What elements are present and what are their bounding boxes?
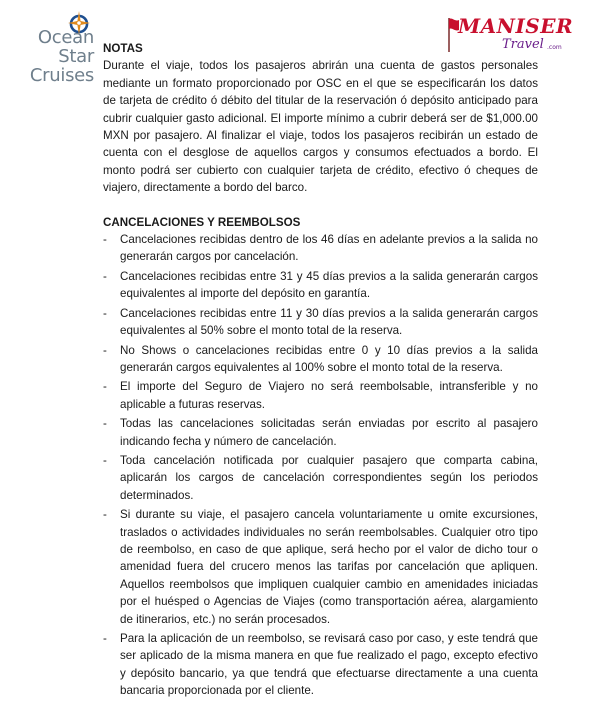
cancelaciones-list	[103, 231, 538, 700]
bullet-dash: -	[103, 380, 107, 394]
document-body	[103, 40, 538, 702]
domain-suffix: .com	[547, 44, 562, 51]
list-item	[103, 231, 538, 266]
list-item	[103, 506, 538, 628]
list-item	[103, 415, 538, 450]
notas-heading: NOTAS	[103, 42, 143, 55]
list-item-text: Para la aplicación de un reembolso, se revisará caso por caso, y este tendrá que ser aplicado de la misma manera en que fue realizado el pago, excepto efectivo y depósito bancario, ya que tendrá que efectuarse directamente a una cuenta bancaria proporcionada por el cliente.	[120, 632, 538, 698]
list-item-text: El importe del Seguro de Viajero no será reembolsable, intransferible y no aplicable a futuras reservas.	[120, 380, 538, 411]
list-item-text: Cancelaciones recibidas dentro de los 46 días en adelante previos a la salida no generarán cargos por cancelación.	[120, 233, 538, 264]
logo-line: Star	[58, 46, 94, 67]
maniser-wordmark: MANISER	[458, 14, 574, 38]
list-item	[103, 305, 538, 340]
bullet-dash: -	[103, 417, 107, 431]
list-item	[103, 630, 538, 700]
list-item-text: Cancelaciones recibidas entre 11 y 30 días previos a la salida generarán cargos equivalentes al 50% sobre el monto total de la reserva.	[120, 306, 538, 338]
ocean-star-cruises-logo	[6, 10, 96, 90]
list-item	[103, 268, 538, 303]
bullet-dash: -	[103, 632, 107, 645]
bullet-dash: -	[103, 343, 107, 357]
travel-wordmark: Travel	[502, 37, 544, 52]
list-item	[103, 452, 538, 504]
list-item-text: No Shows o cancelaciones recibidas entre 0 y 10 días previos a la salida generarán cargos equivalentes al 100% sobre el monto total de la reserva.	[120, 343, 538, 374]
notas-paragraph: Durante el viaje, todos los pasajeros abrirán una cuenta de gastos personales mediante un formato proporcionado por OSC en el que se especificarán los datos de tarjeta de crédito ó débito del titular de la reservación ó depósito anticipado para cubrir cualquier gasto adicional. El importe mínimo a cubrir deberá ser de $1,000.00 MXN por pasajero. Al finalizar el viaje, todos los pasajeros recibirán un estado de cuenta con el desglose de aquellos cargos y consumos efectuados a bordo. El monto podrá ser cubierto con cualquier tarjeta de crédito, efectivo ó cheques de viajero, directamente a bordo del barco.	[103, 59, 538, 195]
cancelaciones-heading: CANCELACIONES Y REEMBOLSOS	[103, 215, 301, 229]
bullet-dash: -	[103, 269, 107, 283]
list-item-text: Si durante su viaje, el pasajero cancela voluntariamente u omite excursiones, traslados o actividades individuales no serán reembolsables. Cualquier otro tipo de reembolso, en caso de que aplique, será hecho por el valor de dicho tour o amenidad fuera del crucero menos las tarifas por cancelación que apliquen. Aquellos reembolsos que impliquen cualquier cambio en amenidades iniciadas por el huésped o Agencias de Viajes (como transportación aérea, alargamiento de itinerarios, etc.) no serán procesados.	[120, 508, 538, 626]
list-item-text: Todas las cancelaciones solicitadas serán enviadas por escrito al pasajero indicando fecha y número de cancelación.	[120, 417, 538, 448]
bullet-dash: -	[103, 306, 107, 320]
section-spacer	[103, 197, 538, 214]
list-item-text: Toda cancelación notificada por cualquier pasajero que comparta cabina, aplicarán los cargos de cancelación correspondientes según los periodos determinados.	[120, 453, 538, 502]
ocean-star-cruises-wordmark	[30, 28, 94, 85]
bullet-dash: -	[103, 453, 107, 467]
list-item	[103, 378, 538, 413]
logo-line: Ocean	[37, 27, 94, 48]
list-item-text: Cancelaciones recibidas entre 31 y 45 días previos a la salida generarán cargos equivalentes al importe del depósito en garantía.	[120, 269, 538, 301]
bullet-dash: -	[103, 233, 107, 247]
logo-line: Cruises	[29, 65, 94, 86]
list-item	[103, 342, 538, 377]
bullet-dash: -	[103, 508, 107, 522]
